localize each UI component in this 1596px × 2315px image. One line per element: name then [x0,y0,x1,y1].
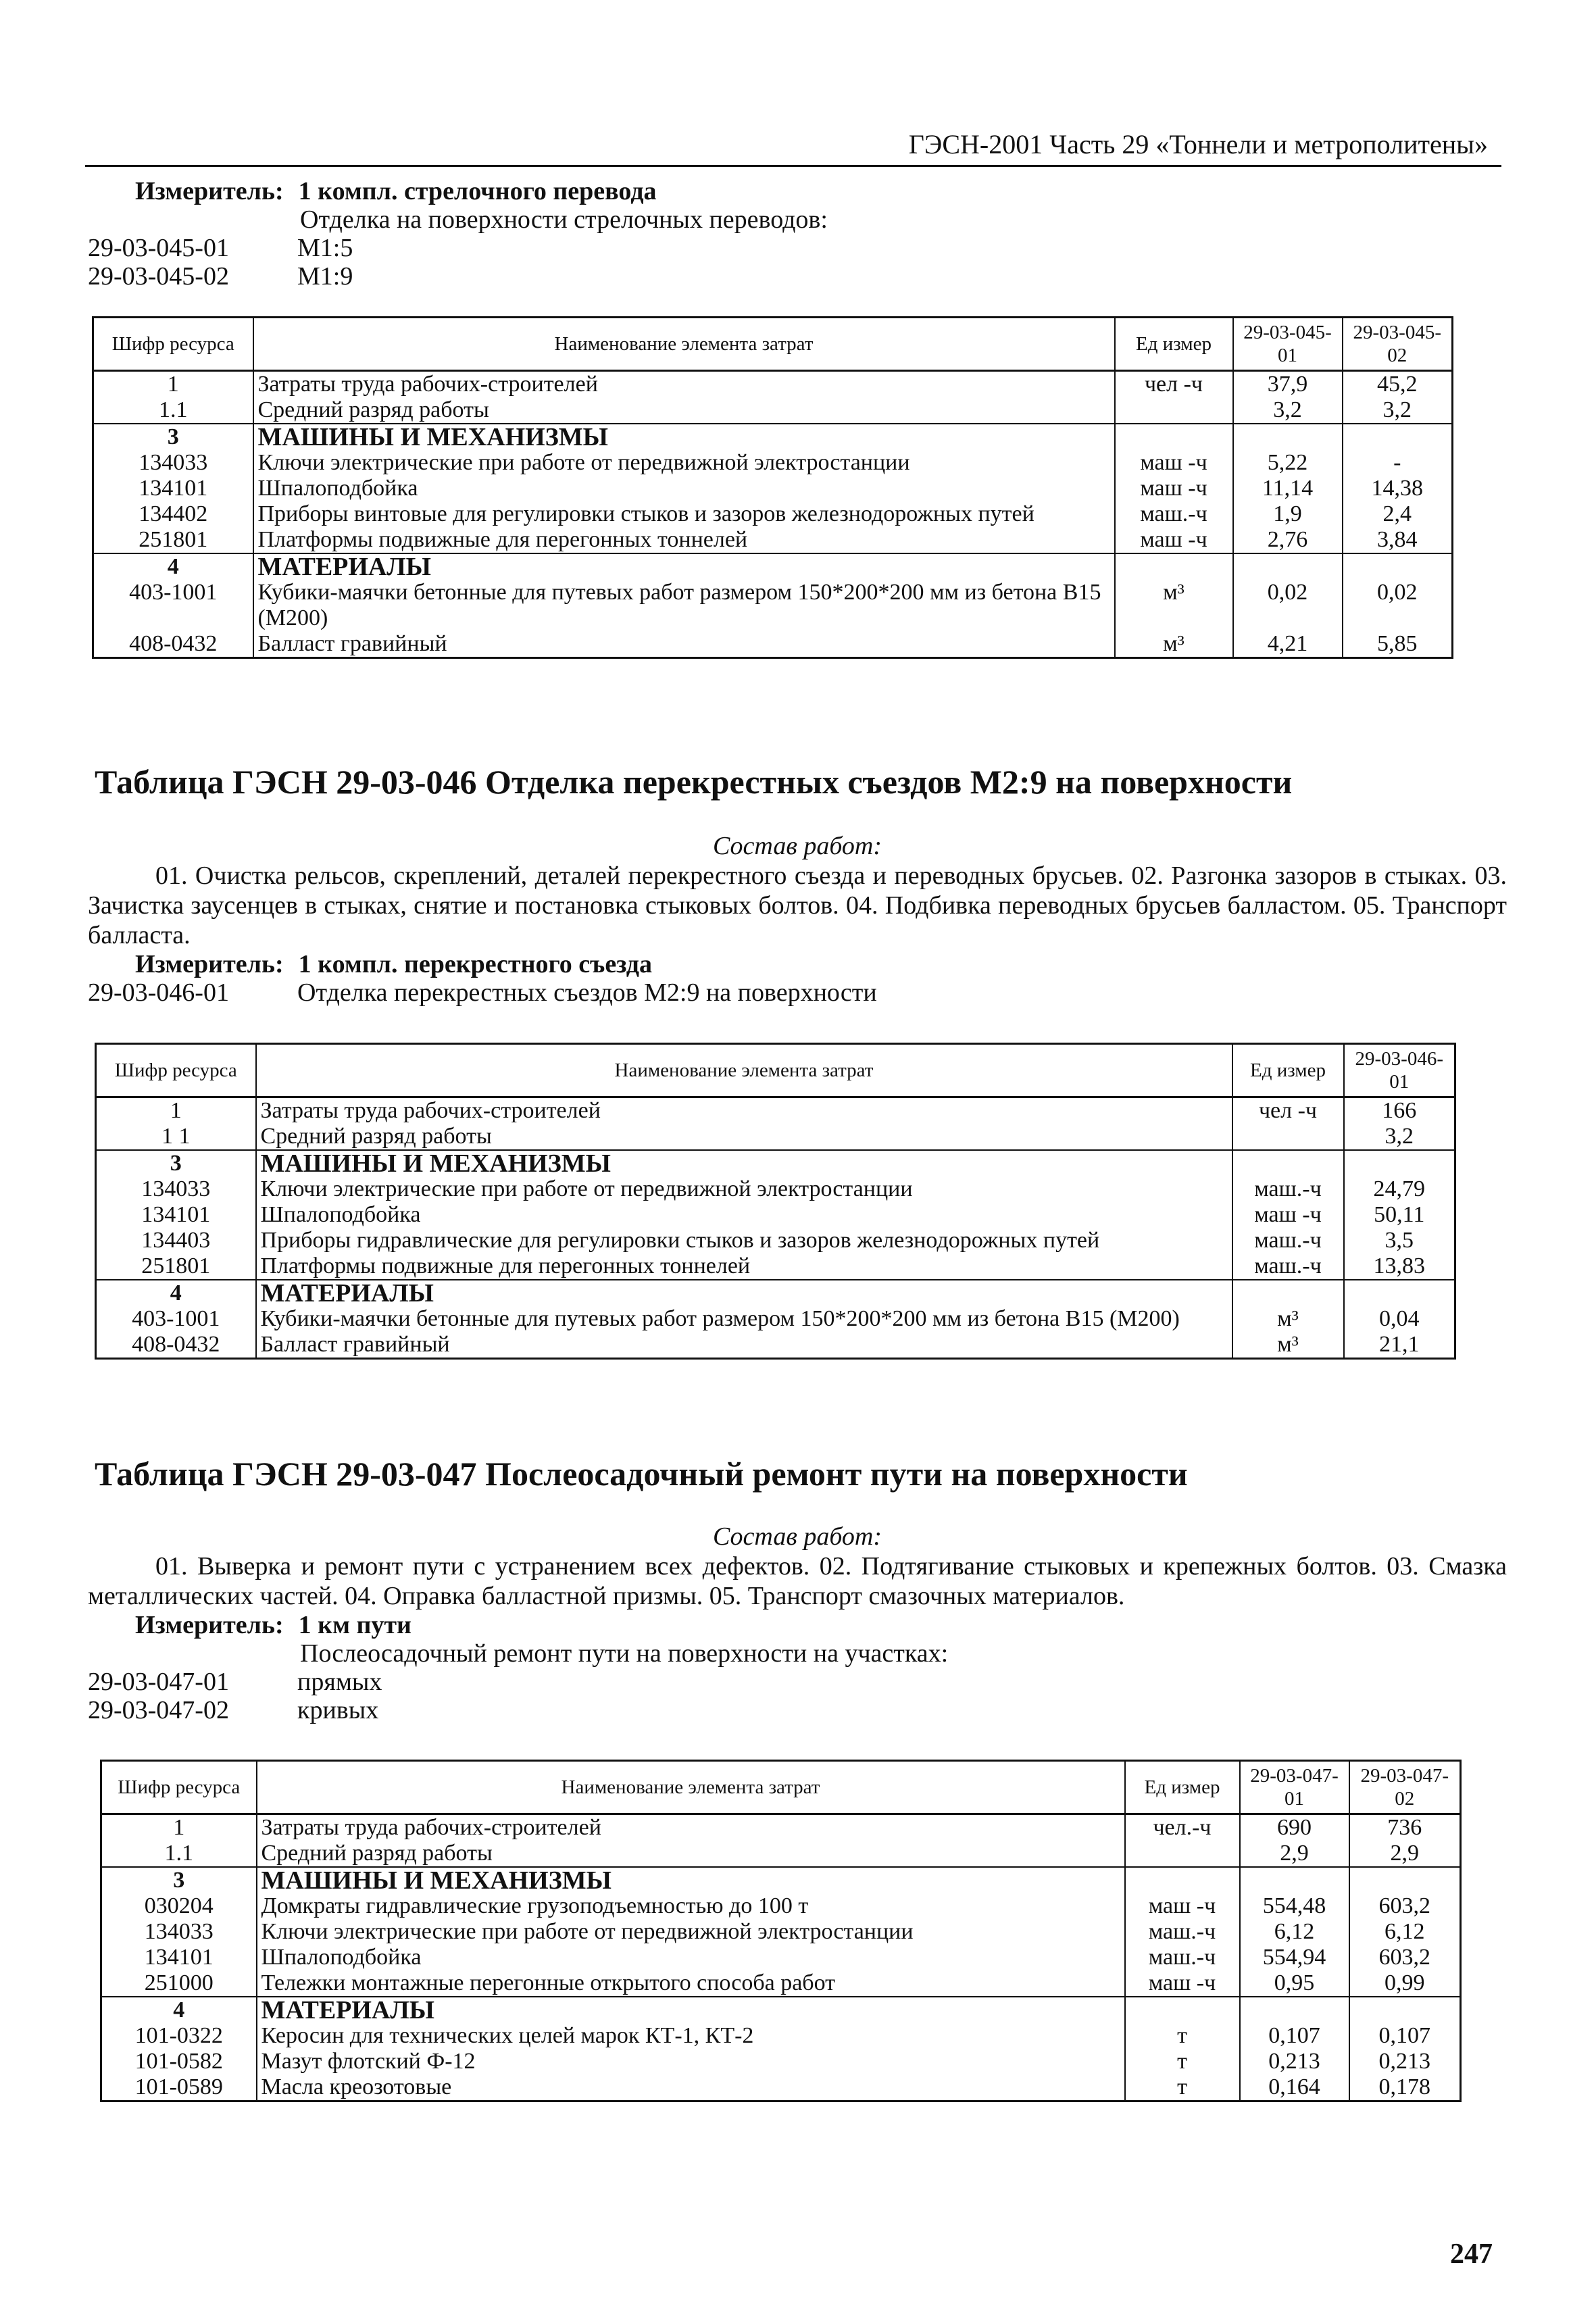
value-cell: 6,12 [1349,1919,1461,1945]
value-cell: 603,2 [1349,1893,1461,1919]
resource-code-cell: 1.1 [93,397,253,424]
table-row [93,424,1453,450]
column-header: Ед измер [1232,1044,1344,1097]
column-header: 29-03-047-01 [1240,1761,1349,1814]
resource-code-cell: 134403 [96,1228,256,1253]
value-cell: 2,76 [1233,527,1343,553]
value-cell: 50,11 [1344,1202,1455,1228]
table-row [93,631,1453,658]
table-row [96,1150,1455,1176]
meter-label: Измеритель: [135,950,284,978]
unit-cell: м³ [1232,1332,1344,1359]
unit-cell [1115,397,1233,424]
table-row [101,1997,1461,2023]
value-cell: 45,2 [1343,371,1453,398]
unit-cell [1115,553,1233,580]
value-cell [1344,1150,1455,1176]
works-caption: Состав работ: [712,1522,882,1551]
resource-code-cell: 134033 [101,1919,257,1945]
value-cell: 554,48 [1240,1893,1349,1919]
value-cell: 5,85 [1343,631,1453,658]
unit-cell: маш.-ч [1232,1176,1344,1202]
value-cell [1240,1997,1349,2023]
table-row [93,553,1453,580]
resource-name-cell: Ключи электрические при работе от передвижной электростанции [256,1176,1232,1202]
table-row [96,1202,1455,1228]
resource-code-cell: 4 [93,553,253,580]
unit-cell: маш -ч [1115,476,1233,501]
resource-name-cell: Тележки монтажные перегонные открытого способа работ [257,1970,1125,1997]
resource-name-cell: Ключи электрические при работе от передвижной электростанции [253,450,1115,476]
column-header: Ед измер [1125,1761,1240,1814]
section-047-intro [88,1522,1507,1724]
value-cell: 2,4 [1343,501,1453,527]
column-header: Наименование элемента затрат [257,1761,1125,1814]
variant-label: Отделка перекрестных съездов М2:9 на поверхности [297,978,877,1007]
table-row [93,371,1453,398]
resource-name-cell: Приборы гидравлические для регулировки стыков и зазоров железнодорожных путей [256,1228,1232,1253]
resource-name-cell: Мазут флотский Ф-12 [257,2049,1125,2074]
value-cell: 24,79 [1344,1176,1455,1202]
table-row [96,1176,1455,1202]
resource-name-cell: Платформы подвижные для перегонных тоннелей [253,527,1115,553]
value-cell: 3,2 [1343,397,1453,424]
resource-code-cell: 1 [101,1814,257,1841]
table-row [93,397,1453,424]
resource-code-cell: 1 [96,1097,256,1124]
table-row [96,1280,1455,1306]
resource-name-cell: МАТЕРИАЛЫ [256,1280,1232,1306]
unit-cell: маш -ч [1115,450,1233,476]
resource-name-cell: Затраты труда рабочих-строителей [257,1814,1125,1841]
resource-code-cell: 134033 [96,1176,256,1202]
table-row [93,501,1453,527]
value-cell: - [1343,450,1453,476]
value-cell: 14,38 [1343,476,1453,501]
running-title: ГЭСН-2001 Часть 29 «Тоннели и метрополитены» [908,129,1488,159]
unit-cell: маш -ч [1125,1893,1240,1919]
variant-label: прямых [297,1668,382,1696]
resource-code-cell: 251801 [93,527,253,553]
page-number: 247 [1450,2239,1493,2270]
table-row [101,1919,1461,1945]
table-row [96,1097,1455,1124]
unit-cell: маш.-ч [1125,1945,1240,1970]
section-046-intro [88,831,1507,1007]
value-cell: 690 [1240,1814,1349,1841]
meter-value: 1 компл. перекрестного съезда [298,950,652,978]
value-cell: 1,9 [1233,501,1343,527]
works-text: 01. Очистка рельсов, скреплений, деталей перекрестного съезда и переводных брусьев. 02. Разгонка зазоров в стыках. 03. Зачистка заусенцев в стыках, снятие и постановка стыковых болтов. 04. Подбивка переводных брусьев балластом. 05. Транспорт балласта. [88,862,1507,949]
table-title-046: Таблица ГЭСН 29-03-046 Отделка перекрестных съездов М2:9 на поверхности [95,763,1293,801]
variant-code: 29-03-045-01 [88,234,229,262]
resource-name-cell: Керосин для технических целей марок КТ-1, КТ-2 [257,2023,1125,2049]
value-cell [1233,424,1343,450]
resource-name-cell: Затраты труда рабочих-строителей [253,371,1115,398]
variant-row [88,1668,1507,1696]
resource-code-cell: 403-1001 [96,1306,256,1332]
value-cell: 736 [1349,1814,1461,1841]
unit-cell: м³ [1115,580,1233,631]
unit-cell [1232,1280,1344,1306]
value-cell: 554,94 [1240,1945,1349,1970]
value-cell: 13,83 [1344,1253,1455,1280]
table-row [93,527,1453,553]
value-cell [1233,553,1343,580]
resource-table-045 [92,316,1453,659]
resource-code-cell: 1.1 [101,1841,257,1867]
resource-name-cell: МАШИНЫ И МЕХАНИЗМЫ [256,1150,1232,1176]
resource-code-cell: 3 [96,1150,256,1176]
table-title-047: Таблица ГЭСН 29-03-047 Послеосадочный ремонт пути на поверхности [95,1455,1188,1493]
table-row [101,2074,1461,2101]
table-row [93,580,1453,631]
resource-code-cell: 134402 [93,501,253,527]
column-header: Шифр ресурса [101,1761,257,1814]
resource-code-cell: 1 [93,371,253,398]
column-header: Наименование элемента затрат [256,1044,1232,1097]
value-cell: 0,213 [1349,2049,1461,2074]
resource-name-cell: Шпалоподбойка [257,1945,1125,1970]
resource-name-cell: Затраты труда рабочих-строителей [256,1097,1232,1124]
works-caption: Состав работ: [712,832,882,860]
variant-code: 29-03-046-01 [88,978,229,1007]
running-header [85,127,1501,167]
unit-cell: маш -ч [1125,1970,1240,1997]
unit-cell: т [1125,2049,1240,2074]
value-cell: 0,213 [1240,2049,1349,2074]
table-row [96,1124,1455,1150]
resource-code-cell: 408-0432 [96,1332,256,1359]
table-row [93,476,1453,501]
value-cell: 0,99 [1349,1970,1461,1997]
meter-line [88,950,1507,978]
resource-code-cell: 134101 [96,1202,256,1228]
value-cell [1344,1280,1455,1306]
resource-code-cell: 134101 [101,1945,257,1970]
resource-name-cell: Приборы винтовые для регулировки стыков и зазоров железнодорожных путей [253,501,1115,527]
resource-name-cell: Домкраты гидравлические грузоподъемностью до 100 т [257,1893,1125,1919]
work-title: Отделка на поверхности стрелочных переводов: [300,205,828,234]
unit-cell: т [1125,2074,1240,2101]
column-header: Шифр ресурса [96,1044,256,1097]
resource-name-cell: Балласт гравийный [253,631,1115,658]
value-cell: 3,84 [1343,527,1453,553]
unit-cell [1232,1124,1344,1150]
resource-name-cell: Кубики-маячки бетонные для путевых работ размером 150*200*200 мм из бетона В15 (М200) [253,580,1115,631]
unit-cell [1125,1997,1240,2023]
value-cell: 11,14 [1233,476,1343,501]
value-cell: 0,04 [1344,1306,1455,1332]
value-cell [1349,1867,1461,1893]
work-title: Послеосадочный ремонт пути на поверхности на участках: [300,1639,949,1668]
unit-cell: м³ [1232,1306,1344,1332]
value-cell: 2,9 [1240,1841,1349,1867]
resource-code-cell: 101-0582 [101,2049,257,2074]
meter-value: 1 компл. стрелочного перевода [298,177,657,205]
variant-label: М1:9 [297,262,353,291]
variant-code: 29-03-045-02 [88,262,229,291]
value-cell: 0,164 [1240,2074,1349,2101]
resource-name-cell: Средний разряд работы [253,397,1115,424]
value-cell [1343,553,1453,580]
unit-cell: чел -ч [1232,1097,1344,1124]
meter-line [88,1611,1507,1639]
value-cell: 0,95 [1240,1970,1349,1997]
unit-cell: маш.-ч [1115,501,1233,527]
resource-code-cell: 4 [101,1997,257,2023]
value-cell: 0,107 [1240,2023,1349,2049]
table-row [101,1893,1461,1919]
column-header: 29-03-046-01 [1344,1044,1455,1097]
resource-name-cell: Шпалоподбойка [256,1202,1232,1228]
resource-name-cell: Шпалоподбойка [253,476,1115,501]
value-cell: 3,2 [1233,397,1343,424]
meter-value: 1 км пути [298,1611,412,1639]
value-cell: 37,9 [1233,371,1343,398]
table-row [101,1814,1461,1841]
resource-code-cell: 134033 [93,450,253,476]
resource-name-cell: МАШИНЫ И МЕХАНИЗМЫ [257,1867,1125,1893]
meter-label: Измеритель: [135,177,284,205]
resource-code-cell: 403-1001 [93,580,253,631]
resource-name-cell: Ключи электрические при работе от передвижной электростанции [257,1919,1125,1945]
resource-name-cell: Кубики-маячки бетонные для путевых работ размером 150*200*200 мм из бетона В15 (М200) [256,1306,1232,1332]
section-045-intro [88,177,1507,291]
value-cell: 0,02 [1233,580,1343,631]
resource-table-047 [100,1760,1462,2102]
table-row [96,1306,1455,1332]
resource-name-cell: МАШИНЫ И МЕХАНИЗМЫ [253,424,1115,450]
resource-name-cell: Платформы подвижные для перегонных тоннелей [256,1253,1232,1280]
variant-row [88,262,1507,291]
value-cell: 2,9 [1349,1841,1461,1867]
value-cell: 0,02 [1343,580,1453,631]
value-cell: 3,2 [1344,1124,1455,1150]
resource-name-cell: Средний разряд работы [257,1841,1125,1867]
value-cell [1343,424,1453,450]
table-row [96,1253,1455,1280]
unit-cell [1232,1150,1344,1176]
table-row [101,1867,1461,1893]
resource-name-cell: Средний разряд работы [256,1124,1232,1150]
resource-code-cell: 1 1 [96,1124,256,1150]
table-row [96,1228,1455,1253]
value-cell: 603,2 [1349,1945,1461,1970]
variant-row [88,1696,1507,1724]
column-header: Наименование элемента затрат [253,318,1115,371]
meter-label: Измеритель: [135,1611,284,1639]
unit-cell: чел.-ч [1125,1814,1240,1841]
unit-cell: м³ [1115,631,1233,658]
table-header-row [96,1044,1455,1097]
resource-code-cell: 101-0589 [101,2074,257,2101]
table-header-row [93,318,1453,371]
resource-code-cell: 4 [96,1280,256,1306]
meter-line [88,177,1507,205]
variant-code: 29-03-047-01 [88,1668,229,1696]
value-cell: 0,178 [1349,2074,1461,2101]
table-row [93,450,1453,476]
value-cell: 166 [1344,1097,1455,1124]
resource-name-cell: МАТЕРИАЛЫ [253,553,1115,580]
variant-code: 29-03-047-02 [88,1696,229,1724]
resource-code-cell: 3 [93,424,253,450]
resource-code-cell: 408-0432 [93,631,253,658]
variant-row [88,234,1507,262]
resource-name-cell: Балласт гравийный [256,1332,1232,1359]
value-cell: 6,12 [1240,1919,1349,1945]
value-cell [1349,1997,1461,2023]
table-row [101,1945,1461,1970]
table-row [101,2023,1461,2049]
table-row [101,1970,1461,1997]
unit-cell: маш.-ч [1232,1253,1344,1280]
table-row [96,1332,1455,1359]
value-cell: 21,1 [1344,1332,1455,1359]
unit-cell: маш.-ч [1125,1919,1240,1945]
unit-cell: маш.-ч [1232,1228,1344,1253]
works-text: 01. Выверка и ремонт пути с устранением всех дефектов. 02. Подтягивание стыковых и крепежных болтов. 03. Смазка металлических частей. 04. Оправка балластной призмы. 05. Транспорт смазочных материалов. [88,1552,1507,1610]
unit-cell: маш -ч [1232,1202,1344,1228]
resource-code-cell: 251000 [101,1970,257,1997]
column-header: Шифр ресурса [93,318,253,371]
column-header: 29-03-045-02 [1343,318,1453,371]
unit-cell [1125,1841,1240,1867]
resource-code-cell: 251801 [96,1253,256,1280]
unit-cell [1125,1867,1240,1893]
value-cell [1240,1867,1349,1893]
column-header: Ед измер [1115,318,1233,371]
resource-code-cell: 030204 [101,1893,257,1919]
resource-name-cell: МАТЕРИАЛЫ [257,1997,1125,2023]
value-cell: 4,21 [1233,631,1343,658]
value-cell: 0,107 [1349,2023,1461,2049]
resource-code-cell: 134101 [93,476,253,501]
column-header: 29-03-047-02 [1349,1761,1461,1814]
variant-label: кривых [297,1696,379,1724]
unit-cell: маш -ч [1115,527,1233,553]
table-row [101,1841,1461,1867]
table-row [101,2049,1461,2074]
value-cell: 5,22 [1233,450,1343,476]
unit-cell: чел -ч [1115,371,1233,398]
resource-name-cell: Масла креозотовые [257,2074,1125,2101]
table-header-row [101,1761,1461,1814]
variant-row [88,978,1507,1007]
unit-cell [1115,424,1233,450]
value-cell: 3,5 [1344,1228,1455,1253]
resource-table-046 [95,1043,1456,1360]
column-header: 29-03-045-01 [1233,318,1343,371]
resource-code-cell: 3 [101,1867,257,1893]
unit-cell: т [1125,2023,1240,2049]
resource-code-cell: 101-0322 [101,2023,257,2049]
variant-label: М1:5 [297,234,353,262]
